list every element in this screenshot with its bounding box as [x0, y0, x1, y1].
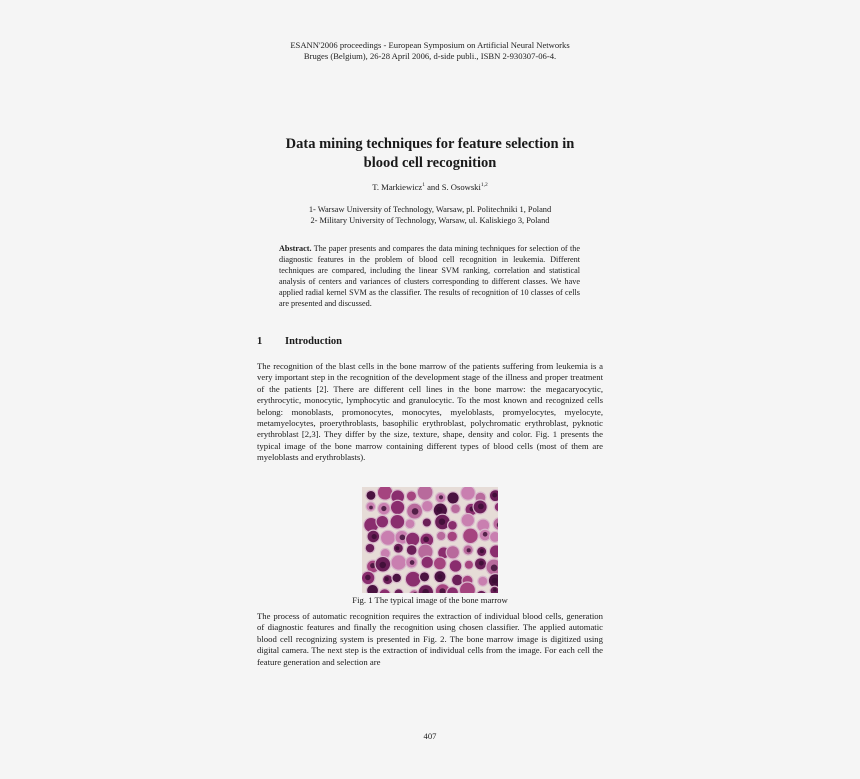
- affiliations: [0, 204, 860, 226]
- abstract-text: The paper presents and compares the data mining techniques for selection of the diagnostic features in the problem of blood cell recognition in leukemia. Different techniques are compared, including the linear SVM ranking, correlation and statistical analysis of centers and variances of clusters corresponding to different classes. We have applied radial kernel SVM as the classifier. The results of recognition of 10 classes of cells are presented and discussed.: [279, 244, 580, 308]
- bone-marrow-image: [362, 487, 498, 593]
- author-conjunction: and: [424, 181, 442, 192]
- author-2: S. Osowski: [441, 181, 481, 192]
- title-line-2: blood cell recognition: [363, 155, 497, 171]
- author-list: [0, 180, 860, 193]
- author-2-affil: 1,2: [480, 182, 488, 188]
- proceedings-header: [0, 40, 860, 62]
- affiliation-1: 1- Warsaw University of Technology, Warsaw, pl. Politechniki 1, Poland: [308, 205, 552, 214]
- affiliation-2: 2- Military University of Technology, Warsaw, ul. Kaliskiego 3, Poland: [310, 216, 550, 225]
- header-line-2: Bruges (Belgium), 26-28 April 2006, d-side publi., ISBN 2-930307-06-4.: [303, 51, 557, 61]
- author-1-affil: 1: [422, 182, 425, 188]
- intro-paragraph-2: The process of automatic recognition requires the extraction of individual blood cells, generation of diagnostic features and finally the recognition using chosen classifier. The applied automatic blood cell recognizing system is presented in Fig. 2. The bone marrow image is digitized using digital camera. The next step is the extraction of individual cells from the image. For each cell the feature generation and selection are: [257, 611, 603, 667]
- abstract: [279, 243, 580, 309]
- page-number: 407: [423, 731, 437, 741]
- abstract-label: Abstract.: [279, 244, 312, 253]
- author-1: T. Markiewicz: [372, 181, 423, 192]
- section-number: 1: [257, 336, 263, 347]
- section-title: Introduction: [285, 336, 342, 347]
- header-line-1: ESANN'2006 proceedings - European Symposium on Artificial Neural Networks: [290, 40, 570, 50]
- figure-caption: Fig. 1 The typical image of the bone marrow: [352, 595, 508, 605]
- paper-title: [0, 135, 860, 173]
- intro-paragraph-1: The recognition of the blast cells in the bone marrow of the patients suffering from leukemia is a very important step in the recognition of the development stage of the illness and proper treatment of the patients [2]. There are different cell lines in the bone marrow: the megacaryocytic, erythrocytic, monocytic, lymphocytic and granulocytic. To the most known and recognized cells belong: monoblasts, promonocytes, monocytes, myeloblasts, promyelocytes, myelocyte, metamyelocytes, proerythroblasts, basophilic erythroblast, polychromatic erythroblast, pyknotic erythroblast [2,3]. They differ by the size, texture, shape, density and color. Fig. 1 presents the typical image of the bone marrow containing different types of blood cells (most of them are myeloblasts and erythroblasts).: [257, 361, 603, 463]
- section-heading: [257, 336, 603, 347]
- bone-marrow-figure: [362, 487, 498, 593]
- title-line-1: Data mining techniques for feature selection in: [285, 136, 575, 152]
